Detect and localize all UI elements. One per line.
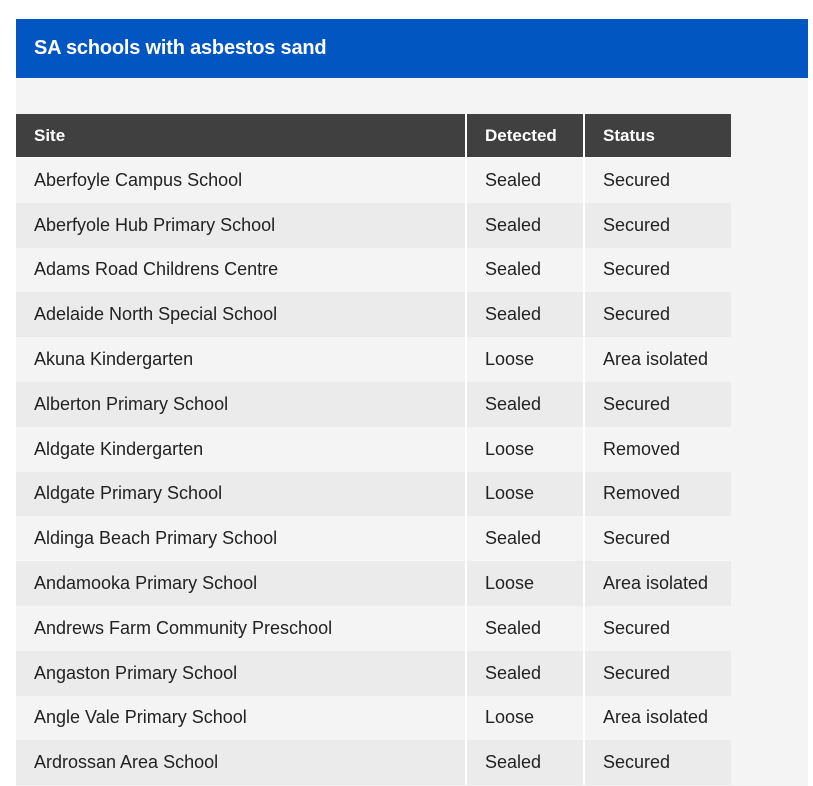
cell-detected: Loose: [467, 472, 585, 517]
column-header-detected[interactable]: Detected: [467, 114, 585, 158]
column-header-status[interactable]: Status: [585, 114, 731, 158]
cell-status: Secured: [585, 158, 731, 203]
cell-detected: Sealed: [467, 382, 585, 427]
cell-site: Angle Vale Primary School: [16, 696, 467, 741]
cell-site: Akuna Kindergarten: [16, 337, 467, 382]
cell-site: Adelaide North Special School: [16, 292, 467, 337]
cell-status: Secured: [585, 292, 731, 337]
cell-status: Area isolated: [585, 337, 731, 382]
table-row: [16, 651, 731, 696]
table-row: [16, 203, 731, 248]
table-row: [16, 292, 731, 337]
widget-title: SA schools with asbestos sand: [34, 37, 327, 59]
table-row: [16, 158, 731, 203]
cell-status: Removed: [585, 472, 731, 517]
cell-detected: Loose: [467, 337, 585, 382]
cell-detected: Sealed: [467, 740, 585, 785]
cell-status: Area isolated: [585, 561, 731, 606]
cell-site: Andrews Farm Community Preschool: [16, 606, 467, 651]
cell-status: Secured: [585, 248, 731, 293]
table-row: [16, 382, 731, 427]
cell-status: Area isolated: [585, 696, 731, 741]
asbestos-table-widget: [16, 19, 808, 786]
table-row: [16, 696, 731, 741]
cell-status: Secured: [585, 203, 731, 248]
cell-detected: Sealed: [467, 248, 585, 293]
cell-detected: Sealed: [467, 516, 585, 561]
table-header-row: [16, 114, 731, 158]
widget-header: [16, 19, 808, 78]
cell-site: Angaston Primary School: [16, 651, 467, 696]
column-header-site[interactable]: Site: [16, 114, 467, 158]
cell-site: Andamooka Primary School: [16, 561, 467, 606]
schools-table: [16, 114, 731, 785]
table-row: [16, 472, 731, 517]
cell-detected: Loose: [467, 427, 585, 472]
table-row: [16, 248, 731, 293]
cell-site: Aberfyole Hub Primary School: [16, 203, 467, 248]
table-header: [16, 114, 731, 158]
cell-detected: Sealed: [467, 203, 585, 248]
cell-detected: Sealed: [467, 158, 585, 203]
cell-status: Secured: [585, 516, 731, 561]
cell-site: Ardrossan Area School: [16, 740, 467, 785]
cell-detected: Sealed: [467, 292, 585, 337]
cell-site: Aldinga Beach Primary School: [16, 516, 467, 561]
cell-site: Adams Road Childrens Centre: [16, 248, 467, 293]
cell-status: Secured: [585, 382, 731, 427]
table-body: [16, 158, 731, 785]
table-row: [16, 516, 731, 561]
cell-status: Secured: [585, 606, 731, 651]
cell-status: Secured: [585, 651, 731, 696]
table-row: [16, 427, 731, 472]
cell-detected: Sealed: [467, 651, 585, 696]
cell-site: Alberton Primary School: [16, 382, 467, 427]
cell-status: Removed: [585, 427, 731, 472]
table-row: [16, 606, 731, 651]
cell-detected: Loose: [467, 696, 585, 741]
cell-status: Secured: [585, 740, 731, 785]
table-row: [16, 561, 731, 606]
cell-detected: Sealed: [467, 606, 585, 651]
cell-site: Aldgate Primary School: [16, 472, 467, 517]
table-row: [16, 740, 731, 785]
cell-site: Aberfoyle Campus School: [16, 158, 467, 203]
cell-detected: Loose: [467, 561, 585, 606]
table-row: [16, 337, 731, 382]
cell-site: Aldgate Kindergarten: [16, 427, 467, 472]
